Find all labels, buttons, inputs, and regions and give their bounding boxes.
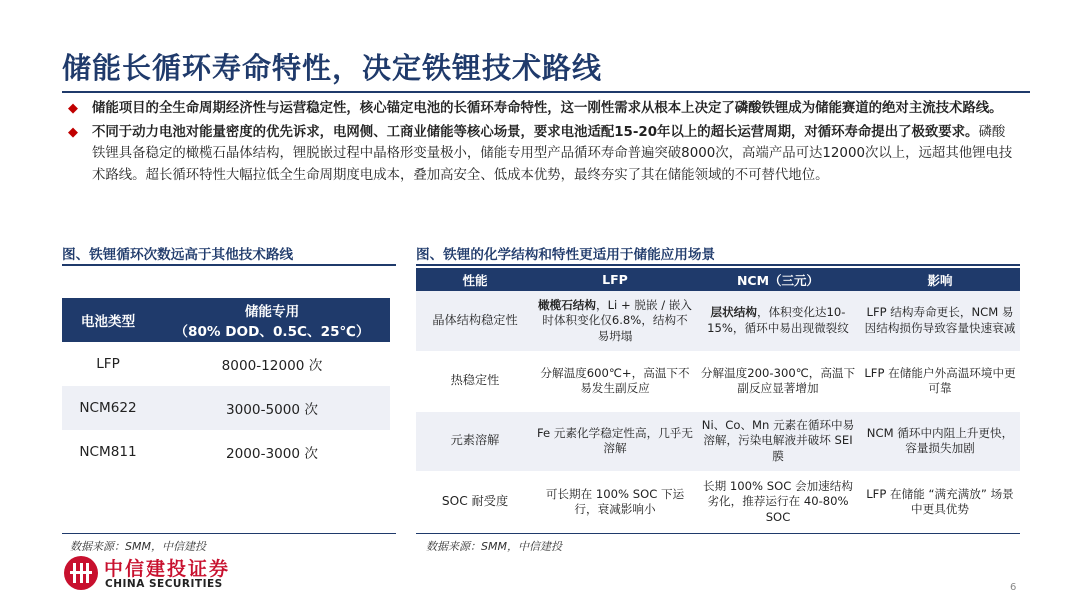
logo-emblem-icon — [64, 556, 98, 590]
lfp-cell: 可长期在 100% SOC 下运行，衰减影响小 — [534, 471, 696, 533]
battery-type-cell: NCM622 — [62, 386, 154, 430]
lfp-cell: 分解温度600℃+，高温下不易发生副反应 — [534, 351, 696, 411]
right-caption-divider — [416, 264, 1020, 266]
bullet-list — [68, 98, 1018, 188]
left-figure-caption: 图、铁锂循环次数远高于其他技术路线 — [62, 247, 294, 263]
performance-cell: 元素溶解 — [416, 411, 534, 471]
left-data-source: 数据来源：SMM，中信建投 — [70, 540, 206, 553]
table-row — [62, 430, 390, 474]
battery-type-cell: NCM811 — [79, 444, 137, 460]
ncm-bold-text: 层状结构 — [710, 305, 757, 320]
impact-cell: LFP 在储能 “满充满放” 场景中更具优势 — [860, 471, 1020, 533]
impact-cell: NCM 循环中内阻上升更快，容量损失加剧 — [860, 411, 1020, 471]
cycle-life-table — [62, 298, 390, 474]
lfp-bold-text: 橄榄石结构 — [538, 297, 596, 312]
table-row — [62, 342, 390, 386]
table-row — [416, 291, 1020, 351]
logo-chinese-name: 中信建投证券 — [104, 558, 231, 580]
performance-cell: 热稳定性 — [416, 351, 534, 411]
header-battery-type: 电池类型 — [62, 298, 154, 342]
header-cycle-line1: 储能专用 — [244, 304, 300, 320]
table-row — [62, 386, 390, 430]
table-row — [416, 351, 1020, 411]
right-source-divider — [416, 533, 1020, 534]
bullet-bold-text: 储能项目的全生命周期经济性与运营稳定性，核心锚定电池的长循环寿命特性，这一刚性需求从根本上决定了磷酸铁锂成为储能赛道的绝对主流技术路线。 — [92, 101, 1003, 116]
ncm-text: ，体积变化达10-15%，循环中易出现微裂纹 — [707, 305, 849, 335]
right-figure-caption: 图、铁锂的化学结构和特性更适用于储能应用场景 — [416, 247, 716, 263]
header-cycle-line2: （80% DOD、0.5C、25℃） — [174, 324, 370, 340]
bullet-bold-text: 不同于动力电池对能量密度的优先诉求，电网侧、工商业储能等核心场景，要求电池适配15-20年以上的超长运营周期，对循环寿命提出了极致要求。 — [92, 124, 979, 140]
bullet-item — [68, 98, 1018, 120]
ncm-cell — [696, 291, 860, 351]
ncm-cell: 长期 100% SOC 会加速结构劣化，推荐运行在 40-80% SOC — [696, 471, 860, 533]
title-divider — [62, 91, 1030, 93]
header-cycle-life — [154, 298, 390, 342]
bullet-text: 磷酸铁锂具备稳定的橄榄石晶体结构，锂脱嵌过程中晶格形变量极小，储能专用型产品循环寿命普遍突破8000次，高端产品可达12000次以上，远超其他锂电技术路线。超长循环特性大幅拉低全生命周期度电成本，叠加高安全、低成本优势，最终夯实了其在储能领域的不可替代地位。 — [92, 124, 1013, 183]
page-title: 储能长循环寿命特性，决定铁锂技术路线 — [62, 51, 603, 85]
impact-cell: LFP 在储能户外高温环境中更可靠 — [860, 351, 1020, 411]
page-number: 6 — [1010, 582, 1017, 593]
logo-english-name: CHINA SECURITIES — [105, 578, 223, 590]
cycle-count-cell: 3000-5000 次 — [154, 386, 390, 430]
chemistry-comparison-table — [416, 268, 1020, 534]
lfp-cell — [534, 291, 696, 351]
impact-cell: LFP 结构寿命更长，NCM 易因结构损伤导致容量快速衰减 — [860, 291, 1020, 351]
ncm-cell: Ni、Co、Mn 元素在循环中易溶解，污染电解液并破坏 SEI 膜 — [696, 411, 860, 471]
right-data-source: 数据来源：SMM，中信建投 — [426, 540, 562, 553]
cycle-count-cell: 8000-12000 次 — [221, 358, 323, 374]
lfp-text: ，Li + 脱嵌 / 嵌入时体积变化仅6.8%，结构不易坍塌 — [542, 297, 692, 343]
company-logo — [64, 554, 264, 594]
left-caption-divider — [62, 264, 396, 266]
diamond-bullet-icon: ◆ — [68, 101, 78, 116]
table-row — [416, 411, 1020, 471]
cycle-count-cell: 2000-3000 次 — [225, 446, 318, 462]
diamond-bullet-icon: ◆ — [68, 124, 78, 140]
table-row — [416, 471, 1020, 533]
ncm-cell: 分解温度200-300℃，高温下副反应显著增加 — [696, 351, 860, 411]
header-performance: 性能 — [416, 268, 534, 291]
header-impact: 影响 — [860, 268, 1020, 291]
battery-type-cell: LFP — [96, 356, 120, 372]
performance-cell: SOC 耐受度 — [416, 471, 534, 533]
header-ncm: NCM（三元） — [696, 268, 860, 291]
left-source-divider — [62, 533, 396, 534]
header-lfp: LFP — [534, 268, 696, 291]
performance-cell: 晶体结构稳定性 — [416, 291, 534, 351]
bullet-item — [68, 122, 1018, 187]
lfp-cell: Fe 元素化学稳定性高，几乎无溶解 — [534, 411, 696, 471]
